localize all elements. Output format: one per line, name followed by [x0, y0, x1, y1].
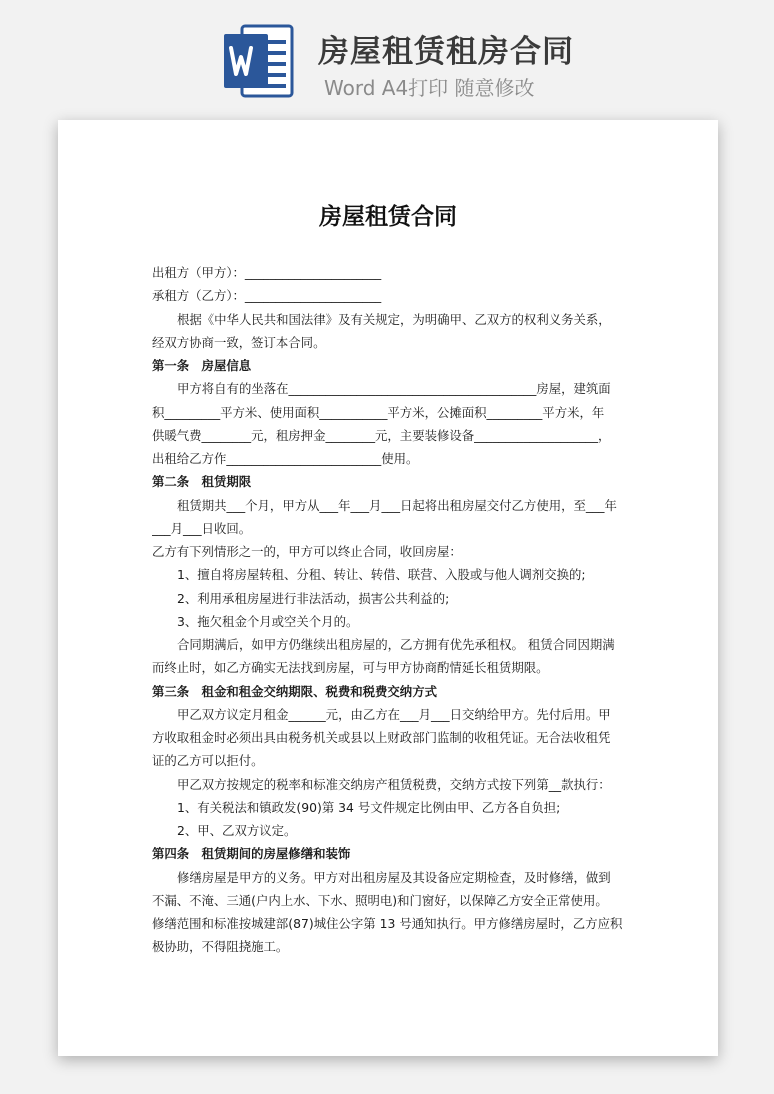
document-line: 甲乙双方按规定的税率和标准交纳房产租赁税费，交纳方式按下列第__款执行： — [177, 776, 611, 792]
word-icon — [222, 24, 294, 98]
document-line: 方收取租金时必须出具由税务机关或县以上财政部门监制的收租凭证。无合法收租凭 — [152, 730, 611, 745]
document-line: 而终止时，如乙方确实无法找到房屋，可与甲方协商酌情延长租赁期限。 — [152, 660, 549, 676]
document-line: 不漏、不淹、三通(户内上水、下水、照明电)和门窗好，以保障乙方安全正常使用。 — [152, 892, 608, 908]
document-line: 出租给乙方作_________________________使用。 — [152, 451, 419, 466]
document-body — [152, 261, 626, 959]
document-line: 证的乙方可以拒付。 — [152, 753, 264, 769]
document-line: 2、甲、乙双方议定。 — [177, 823, 297, 838]
document-line: 承租方（乙方）：______________________ — [152, 288, 382, 304]
document-line: 3、拖欠租金个月或空关个月的。 — [177, 613, 359, 629]
document-line: 合同期满后，如甲方仍继续出租房屋的，乙方拥有优先承租权。 租赁合同因期满 — [177, 637, 615, 652]
document-line: 根据《中华人民共和国法律》及有关规定，为明确甲、乙双方的权利义务关系， — [177, 311, 611, 327]
section-heading: 第三条 租金和租金交纳期限、税费和税费交纳方式 — [152, 683, 437, 699]
section-heading: 第四条 租赁期间的房屋修缮和装饰 — [152, 846, 351, 862]
banner — [0, 0, 774, 118]
document-line: 经双方协商一致，签订本合同。 — [152, 334, 326, 350]
document-line: 2、利用承租房屋进行非法活动，损害公共利益的; — [177, 590, 450, 606]
document-line: 出租方（甲方）：______________________ — [152, 265, 382, 280]
section-heading: 第二条 租赁期限 — [152, 474, 252, 490]
document-line: 供暖气费________元，租房押金________元，主要装修设备____________________， — [152, 427, 611, 443]
banner-title: 房屋租赁租房合同 — [318, 34, 574, 70]
section-heading: 第一条 房屋信息 — [152, 358, 252, 373]
document-line: 1、有关税法和镇政发(90)第 34 号文件规定比例由甲、乙方各自负担; — [177, 799, 561, 815]
banner-subtitle: Word A4打印 随意修改 — [324, 76, 535, 100]
document-line: 修缮范围和标准按城建部(87)城住公字第 13 号通知执行。甲方修缮房屋时，乙方应积 — [152, 916, 623, 931]
document-line: 甲乙双方议定月租金______元，由乙方在___月___日交纳给甲方。先付后用。甲 — [177, 706, 611, 722]
document-line: 修缮房屋是甲方的义务。甲方对出租房屋及其设备应定期检查，及时修缮，做到 — [177, 869, 611, 885]
document-line: ___月___日收回。 — [152, 520, 252, 536]
document-line: 乙方有下列情形之一的，甲方可以终止合同，收回房屋： — [152, 544, 462, 559]
document-line: 积_________平方米、使用面积___________平方米，公摊面积_________平方米，年 — [152, 404, 605, 420]
document-title: 房屋租赁合同 — [319, 204, 457, 230]
document-line: 极协助，不得阻挠施工。 — [152, 939, 289, 955]
document-line: 1、擅自将房屋转租、分租、转让、转借、联营、入股或与他人调剂交换的; — [177, 567, 586, 583]
document-line: 租赁期共___个月，甲方从___年___月___日起将出租房屋交付乙方使用，至___年 — [177, 497, 617, 513]
document-page — [58, 120, 718, 1056]
document-line: 甲方将自有的坐落在________________________________________房屋，建筑面 — [177, 381, 611, 397]
